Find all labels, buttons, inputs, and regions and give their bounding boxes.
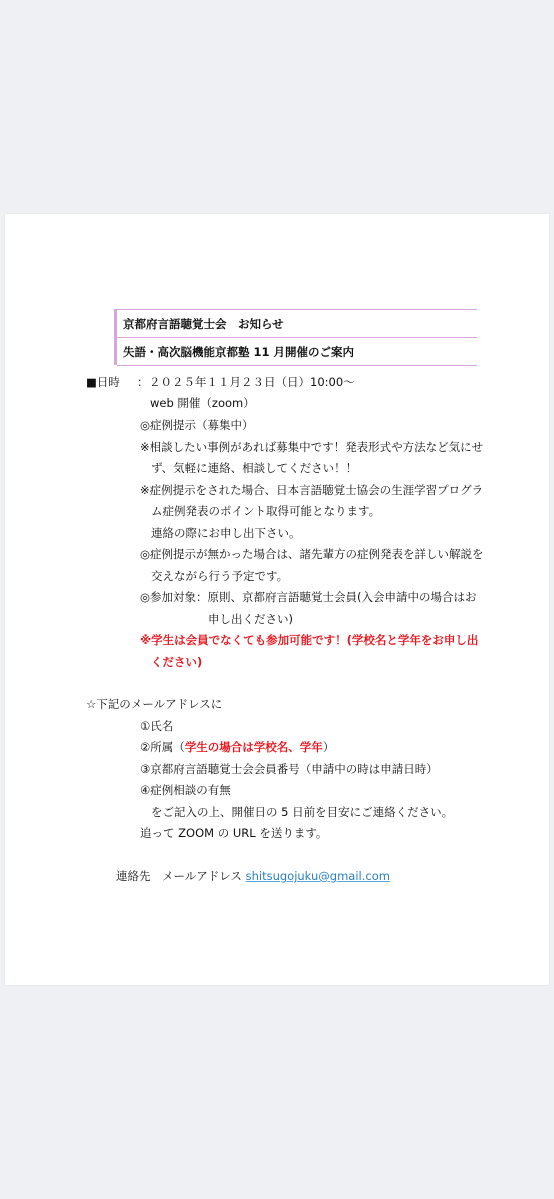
points-line-3: 連絡の際にお申し出下さい。 <box>151 526 301 540</box>
affiliation-prefix: ②所属（ <box>140 740 185 754</box>
header-subtitle: 失語・高次脳機能京都塾 11 月開催のご案内 <box>123 345 355 359</box>
consult-line-2: ず、気軽に連絡、相談してください！！ <box>151 461 358 475</box>
header-bottom-rule <box>117 365 477 366</box>
target-line-2: 申し出ください) <box>208 612 293 626</box>
contact-email-link[interactable]: shitsugojuku@gmail.com <box>245 869 390 883</box>
student-note-line-2: ください) <box>151 655 203 669</box>
no-case-text-1: 症例提示が無かった場合は、諸先輩方の症例発表を詳しい解説を <box>150 547 484 561</box>
affiliation-suffix: ） <box>322 740 335 754</box>
schedule-date: ２０２５年１１月２３日（日）10:00～ <box>149 375 355 389</box>
header-middle-rule <box>117 337 477 338</box>
target-line-1 <box>140 589 477 605</box>
case-call-text: 症例提示（募集中） <box>150 418 254 432</box>
contact-label: 連絡先 メールアドレス <box>116 869 242 883</box>
apply-item-affiliation <box>140 739 334 755</box>
apply-intro: ☆下記のメールアドレスに <box>86 697 223 711</box>
no-case-line-1 <box>140 546 484 562</box>
no-case-line-2: 交えながら行う予定です。 <box>151 569 289 583</box>
case-call-line <box>140 417 254 433</box>
double-circle-icon: ◎ <box>140 418 151 432</box>
document-page <box>5 214 549 985</box>
consult-line-1: ※相談したい事例があれば募集中です！発表形式や方法など気にせ <box>140 440 484 454</box>
points-line-1: ※症例提示をされた場合、日本言語聴覚士協会の生涯学習プログラ <box>140 483 484 497</box>
schedule-label: ■日時 <box>86 375 120 389</box>
apply-item-member-number: ③京都府言語聴覚士会会員番号（申請中の時は申請日時） <box>140 762 438 776</box>
affiliation-student-note: 学生の場合は学校名、学年 <box>184 740 323 754</box>
header-top-rule <box>117 309 477 310</box>
points-line-2: ム症例発表のポイント取得可能となります。 <box>151 504 381 518</box>
schedule-colon: ： <box>137 375 149 389</box>
student-note-line-1: ※学生は会員でなくても参加可能です！(学校名と学年をお申し出 <box>140 633 479 647</box>
apply-note-zoom-url: 追って ZOOM の URL を送ります。 <box>140 826 328 840</box>
apply-item-name: ①氏名 <box>140 719 174 733</box>
target-text-1: 参加対象：原則、京都府言語聴覚士会員(入会申請中の場合はお <box>150 590 477 604</box>
schedule-venue: web 開催（zoom） <box>150 396 255 410</box>
apply-item-case-consult: ④症例相談の有無 <box>140 783 231 797</box>
apply-note-deadline: をご記入の上、開催日の 5 日前を目安にご連絡ください。 <box>151 805 454 819</box>
double-circle-icon: ◎ <box>140 547 151 561</box>
header-title: 京都府言語聴覚士会 お知らせ <box>123 317 284 331</box>
double-circle-icon: ◎ <box>140 590 151 604</box>
contact-line <box>116 868 390 884</box>
